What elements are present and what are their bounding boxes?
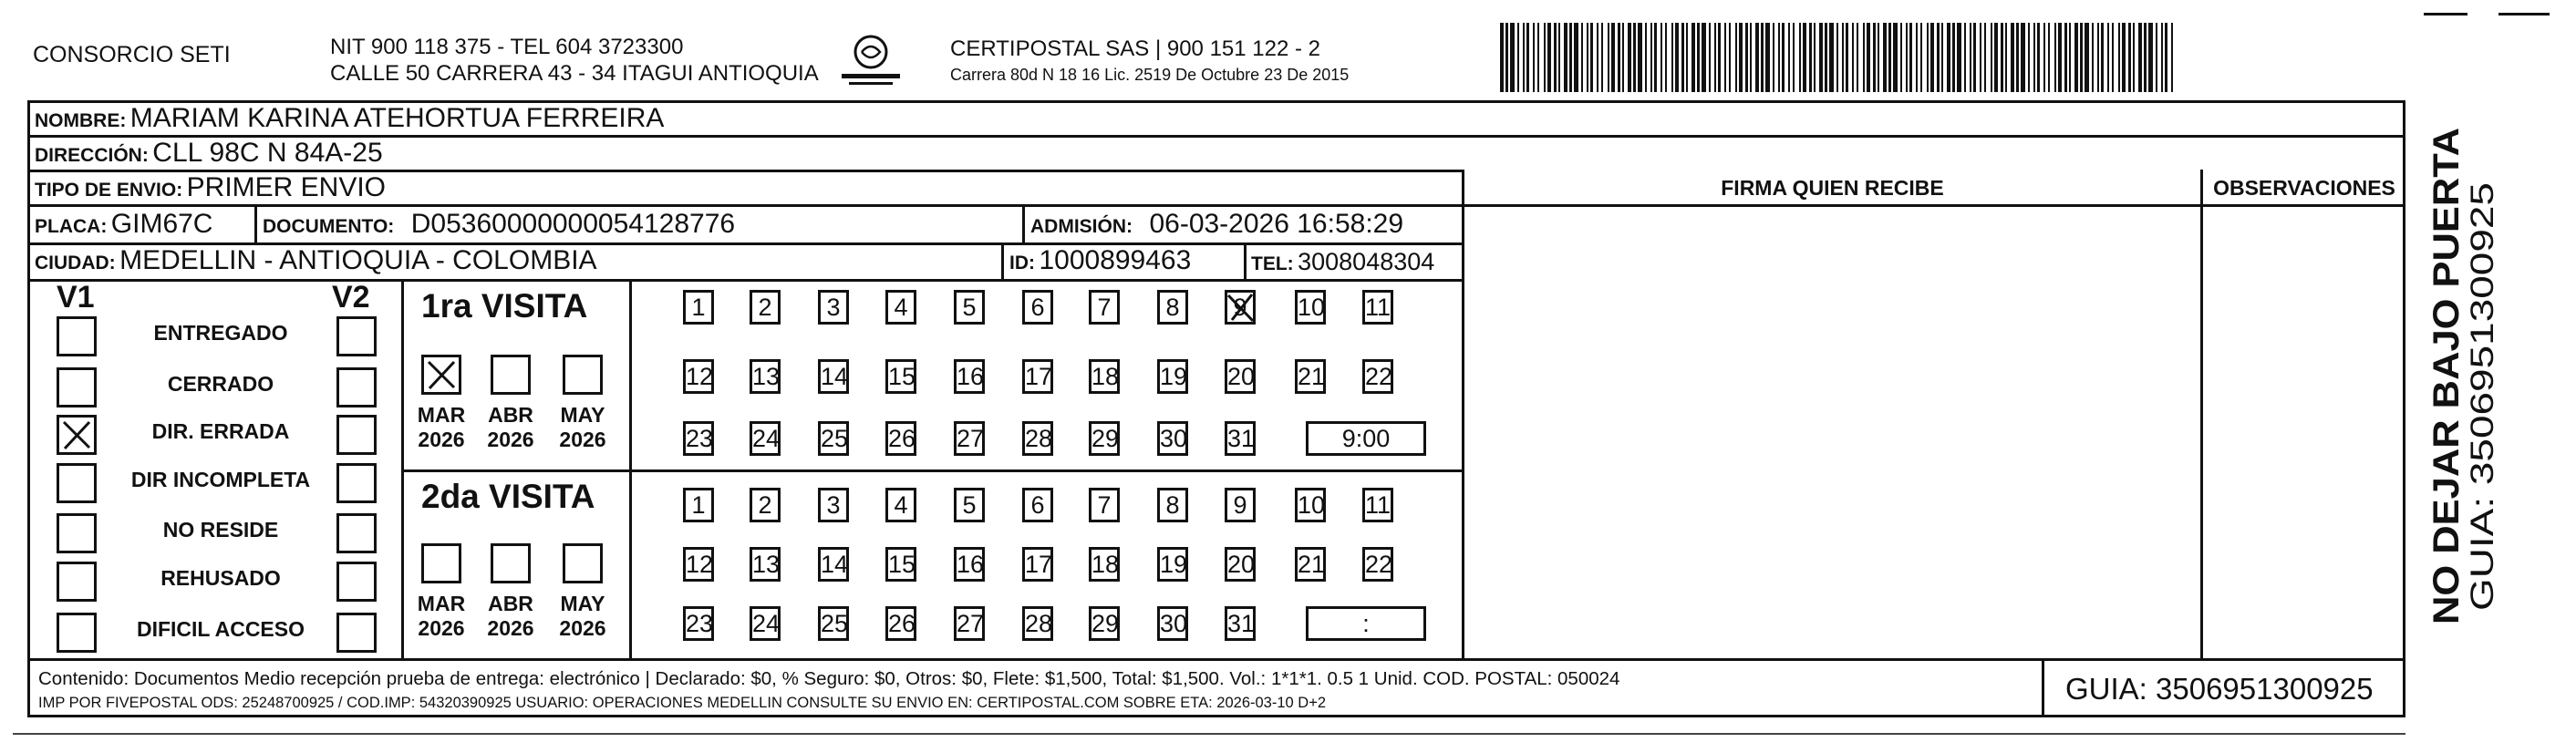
col-divider [1244,242,1247,281]
day-box[interactable]: 31 [1225,606,1256,641]
documento-field [263,209,735,240]
month-year: 2026 [559,428,606,451]
admision-field [1030,209,1403,240]
month-label [412,592,471,641]
corner-mark [2498,13,2550,15]
day-box[interactable]: 22 [1362,359,1393,394]
status-reason-label: DIFICIL ACCESO [136,617,305,641]
day-box[interactable]: 30 [1157,421,1188,456]
day-box[interactable]: 2 [750,290,781,325]
first-visit-title: 1ra VISITA [421,287,588,325]
tel-field [1251,248,1434,276]
col-divider [401,279,404,660]
day-box[interactable]: 9 [1225,290,1256,325]
col-divider [1022,204,1025,244]
day-box[interactable]: 23 [683,421,714,456]
day-box[interactable]: 9 [1225,488,1256,522]
month-label [481,403,540,452]
v2-label: V2 [332,280,370,315]
certipostal-line: CERTIPOSTAL SAS | 900 151 122 - 2 [950,36,1320,61]
day-box[interactable]: 31 [1225,421,1256,456]
day-box[interactable]: 28 [1022,606,1053,641]
tipo-envio-value: PRIMER ENVIO [186,172,387,202]
corner-mark [2424,13,2467,15]
month-label [412,403,471,452]
day-box[interactable]: 13 [750,547,781,582]
day-box[interactable]: 14 [818,547,849,582]
day-box[interactable]: 21 [1295,547,1326,582]
day-box[interactable]: 30 [1157,606,1188,641]
month-checkbox[interactable] [421,543,461,583]
nombre-field [35,103,664,134]
side-text [2415,123,2500,634]
month-checkbox[interactable] [491,543,531,583]
month-label [553,592,612,641]
month-checkbox[interactable] [491,355,531,395]
documento-label: DOCUMENTO: [263,216,395,237]
status-reason-label: NO RESIDE [162,518,279,542]
day-box[interactable]: 21 [1295,359,1326,394]
day-box[interactable]: 5 [954,290,985,325]
month-name: MAY [560,403,605,427]
ciudad-label: CIUDAD: [35,253,116,273]
day-box[interactable]: 18 [1089,547,1120,582]
day-box[interactable]: 13 [750,359,781,394]
day-box[interactable]: 23 [683,606,714,641]
observaciones-header: OBSERVACIONES [2213,176,2395,200]
day-box[interactable]: 15 [885,547,916,582]
col-divider [2042,658,2044,717]
day-box[interactable]: 25 [818,606,849,641]
col-divider [629,279,632,660]
month-name: MAR [417,403,466,427]
second-visit-title: 2da VISITA [421,478,595,515]
col-divider [254,204,257,244]
month-year: 2026 [487,616,534,640]
time-box[interactable]: : [1306,606,1426,641]
row-divider [27,135,2405,138]
month-label [481,592,540,641]
footer-divider [27,658,2405,661]
month-year: 2026 [487,428,534,451]
address-line: CALLE 50 CARRERA 43 - 34 ITAGUI ANTIOQUIA [330,61,819,86]
tel-label: TEL: [1251,253,1294,274]
ciudad-value: MEDELLIN - ANTIOQUIA - COLOMBIA [119,245,597,275]
barcode [1500,23,2178,92]
v1-label: V1 [57,280,95,315]
month-year: 2026 [418,616,465,640]
month-name: MAR [417,592,466,615]
day-box[interactable]: 3 [818,290,849,325]
day-box[interactable]: 24 [750,606,781,641]
day-box[interactable]: 19 [1157,547,1188,582]
guia-vertical-text: GUIA: 3506951300925 [2465,284,2500,611]
direccion-value: CLL 98C N 84A-25 [152,138,383,168]
day-box[interactable]: 12 [683,359,714,394]
placa-field [35,209,212,240]
placa-value: GIM67C [110,209,213,239]
day-box[interactable]: 4 [885,290,916,325]
id-field [1009,245,1191,276]
day-box[interactable]: 19 [1157,359,1188,394]
day-box[interactable]: 28 [1022,421,1053,456]
x-mark-icon [1225,290,1256,325]
status-reason-label: CERRADO [167,372,274,396]
day-box[interactable]: 16 [954,547,985,582]
tel-value: 3008048304 [1298,248,1435,275]
day-box[interactable]: 7 [1089,290,1120,325]
footer-content-line: Contenido: Documentos Medio recepción prueba de entrega: electrónico | Declarado: $0, % Seguro: $0, Otros: $0, Flete: $1,500, Total: $1,500. Vol.: 1*1*1. 0.5 1 Unid. COD. POSTAL: 050024 [38,668,1620,689]
id-label: ID: [1009,253,1035,273]
day-box[interactable]: 2 [750,488,781,522]
day-box[interactable]: 5 [954,488,985,522]
day-box[interactable]: 26 [885,606,916,641]
nit-line: NIT 900 118 375 - TEL 604 3723300 [330,35,684,59]
day-box[interactable]: 27 [954,421,985,456]
status-reason-label: REHUSADO [160,566,281,590]
day-box[interactable]: 24 [750,421,781,456]
day-box[interactable]: 7 [1089,488,1120,522]
day-box[interactable]: 8 [1157,290,1188,325]
day-box[interactable]: 17 [1022,359,1053,394]
month-checkbox[interactable] [563,355,603,395]
nombre-label: NOMBRE: [35,110,127,131]
month-name: MAY [560,592,605,615]
day-box[interactable]: 20 [1225,359,1256,394]
placa-label: PLACA: [35,216,108,237]
bottom-rule [13,733,2405,735]
day-box[interactable]: 12 [683,547,714,582]
day-box[interactable]: 26 [885,421,916,456]
tipo-envio-label: TIPO DE ENVIO: [35,180,183,201]
status-reason-label: DIR INCOMPLETA [130,468,311,491]
time-box[interactable]: 9:00 [1306,421,1426,456]
day-box[interactable]: 11 [1362,290,1393,325]
row-divider [401,469,1464,472]
day-box[interactable]: 4 [885,488,916,522]
tipo-envio-field [35,172,386,203]
month-checkbox[interactable] [563,543,603,583]
direccion-field [35,138,383,169]
month-label [553,403,612,452]
day-box[interactable]: 8 [1157,488,1188,522]
admision-label: ADMISIÓN: [1030,216,1133,237]
month-name: ABR [488,592,533,615]
day-box[interactable]: 10 [1295,290,1326,325]
day-box[interactable]: 27 [954,606,985,641]
col-divider [1001,242,1004,281]
day-box[interactable]: 6 [1022,488,1053,522]
footer-imp-line: IMP POR FIVEPOSTAL ODS: 25248700925 / COD.IMP: 54320390925 USUARIO: OPERACIONES MEDELLIN CONSULTE SU ENVIO EN: CERTIPOSTAL.COM SOBRE ETA: 2026-03-10 D+2 [38,695,1327,711]
row-divider [27,279,1464,282]
x-mark-icon [424,357,459,392]
month-year: 2026 [559,616,606,640]
day-box[interactable]: 15 [885,359,916,394]
direccion-label: DIRECCIÓN: [35,145,149,166]
day-box[interactable]: 1 [683,488,714,522]
day-box[interactable]: 6 [1022,290,1053,325]
license-line: Carrera 80d N 18 16 Lic. 2519 De Octubre 23 De 2015 [950,66,1350,84]
month-checkbox[interactable] [421,355,461,395]
day-box[interactable]: 20 [1225,547,1256,582]
footer-guia: GUIA: 3506951300925 [2065,672,2374,706]
admision-value: 06-03-2026 16:58:29 [1149,209,1404,239]
day-box[interactable]: 16 [954,359,985,394]
day-box[interactable]: 17 [1022,547,1053,582]
col-divider [1462,170,1464,659]
no-dejar-text: NO DEJAR BAJO PUERTA [2426,167,2467,624]
day-box[interactable]: 1 [683,290,714,325]
month-year: 2026 [418,428,465,451]
certipostal-logo [836,32,905,90]
status-reason-label: DIR. ERRADA [151,419,290,443]
day-box[interactable]: 11 [1362,488,1393,522]
day-box[interactable]: 10 [1295,488,1326,522]
day-box[interactable]: 14 [818,359,849,394]
day-box[interactable]: 25 [818,421,849,456]
id-value: 1000899463 [1039,245,1192,275]
day-box[interactable]: 29 [1089,606,1120,641]
ciudad-field [35,245,597,276]
day-box[interactable]: 18 [1089,359,1120,394]
status-reason-label: ENTREGADO [153,321,288,345]
firma-header: FIRMA QUIEN RECIBE [1721,176,1944,200]
day-box[interactable]: 22 [1362,547,1393,582]
nombre-value: MARIAM KARINA ATEHORTUA FERREIRA [129,103,665,133]
day-box[interactable]: 29 [1089,421,1120,456]
col-divider [2200,170,2203,659]
row-divider [27,204,2405,207]
documento-value: D05360000000054128776 [410,209,736,239]
day-box[interactable]: 3 [818,488,849,522]
month-name: ABR [488,403,533,427]
company-name: CONSORCIO SETI [33,42,231,67]
